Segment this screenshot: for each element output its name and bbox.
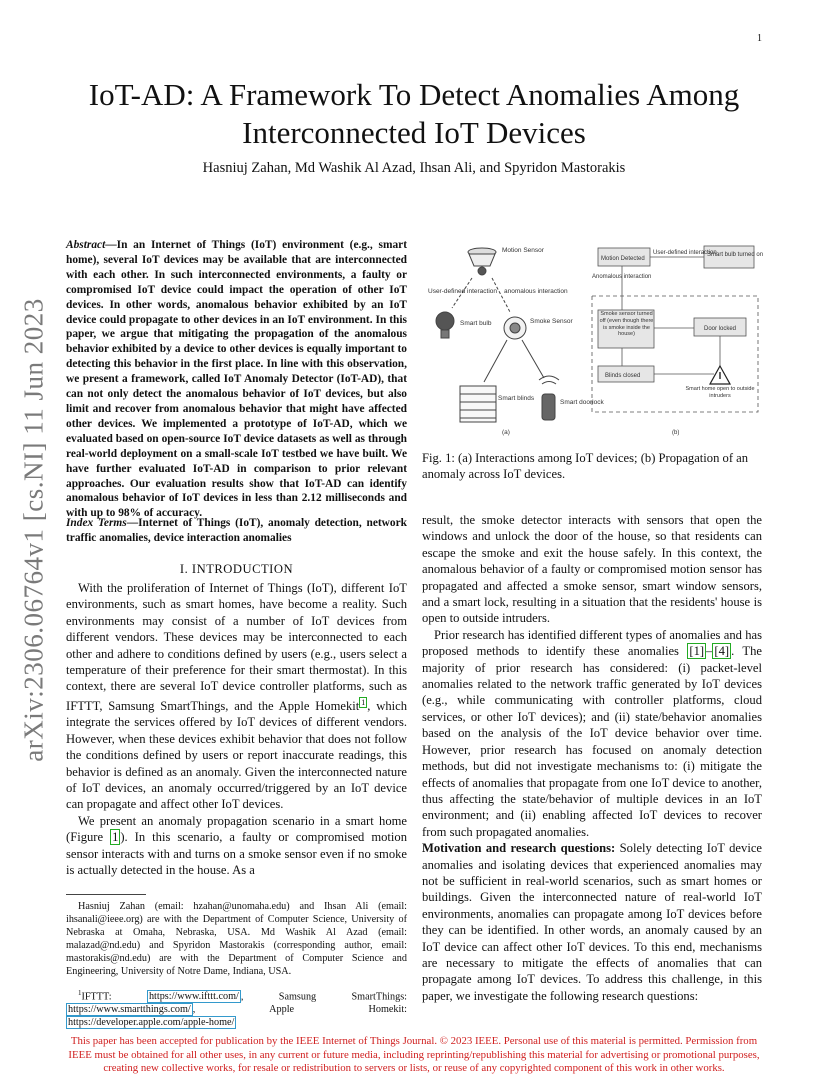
smart-blinds-icon <box>460 386 496 422</box>
label-motion-sensor: Motion Sensor <box>502 247 544 254</box>
label-open-intruders-wrap <box>684 386 756 408</box>
intro-p1-text: With the proliferation of Internet of Things (IoT), different IoT environments, such as smart homes, have become a reality. Such environments may consist of a number of IoT devices from different vendors. These devices may be interconnected to each other and adhere to conditions defined by users (e.g., users select a temperature of their preference for their smart thermostat). In this context, there are several IoT device controller platforms, such as IFTTT, Samsung SmartThings, and the Apple Homekit <box>66 581 407 714</box>
right-paragraph <box>422 840 762 1004</box>
label-motion-detected: Motion Detected <box>601 256 645 262</box>
smartthings-link[interactable]: https://www.smartthings.com/ <box>68 1004 191 1016</box>
index-terms-label: Index Terms <box>66 517 127 529</box>
ifttt-link[interactable]: https://www.ifttt.com/ <box>148 991 239 1003</box>
label-open-intruders: Smart home open to outside intruders <box>685 386 755 399</box>
citation-link[interactable]: [1] <box>689 644 705 659</box>
figure-caption: Fig. 1: (a) Interactions among IoT devices; (b) Propagation of an anomaly across IoT devices. <box>422 451 749 482</box>
intro-paragraph <box>66 813 407 879</box>
index-terms <box>66 516 407 546</box>
label-blinds-closed: Blinds closed <box>605 373 641 379</box>
page-number: 1 <box>757 33 762 44</box>
fn2-text: , Samsung SmartThings: <box>240 991 407 1003</box>
right-paragraph: result, the smoke detector interacts with sensors that open the windows and unlock the door of the house, so that residents can escape the smoke and exit the house safely. In this context, the anomalous behavior of a faulty or compromised motion sensor has propagated and affected a smoke sensor, smart window sensors, and a smart lock, resulting in a situation that the residents' house is open to outside intruders. <box>422 513 762 626</box>
figure-ref-link[interactable]: 1 <box>112 830 119 845</box>
arxiv-stamp-text: arXiv:2306.06764v1 [cs.NI] 11 Jun 2023 <box>18 298 49 762</box>
author-list: Hasniuj Zahan, Md Washik Al Azad, Ihsan Ali, and Spyridon Mastorakis <box>202 160 626 176</box>
figure-1 <box>422 236 765 442</box>
intro-p2b: ). In this scenario, a faulty or compromised motion sensor interacts with and turns on a smoke sensor even if no smoke is actually detected in the house. As a <box>66 830 407 878</box>
footnote-marker[interactable]: 1 <box>361 697 366 707</box>
panel-b-label: (b) <box>672 430 680 436</box>
panel-a-label: (a) <box>502 429 510 436</box>
intro-p2a: We present an anomaly propagation scenario in a smart home (Figure <box>66 813 407 845</box>
platform-footnote <box>66 987 407 1029</box>
fn2-text: IFTTT: <box>81 991 147 1003</box>
smart-bulb-icon <box>436 312 454 338</box>
right-column-body <box>422 512 762 1004</box>
introduction-body <box>66 580 407 879</box>
homekit-link[interactable]: https://developer.apple.com/apple-home/ <box>68 1017 235 1029</box>
copyright-notice: This paper has been accepted for publication by the IEEE Internet of Things Journal. © 2023 IEEE. Personal use of this material is permitted. Permission from IEEE must be obtained for all other uses, in any current or future media, including reprinting/republishing this material for advertising or promotional purposes, creating new collective works, for resale or redistribution to servers or lists, or reuse of any copyrighted component of this work in other works. <box>68 1035 760 1075</box>
right-paragraph <box>422 627 762 840</box>
abstract-label: Abstract <box>66 239 106 251</box>
arxiv-stamp <box>14 300 54 760</box>
section-heading: I. INTRODUCTION <box>179 562 294 576</box>
intro-p1-cont: , which integrate the services offered by IoT devices of different vendors. However, when these devices exhibit behavior that does not follow the conditions defined by users or report inaccurate readings, this behavior is defined as an anomaly. Given the interconnected nature of IoT devices, an anomaly occurred/triggered by an IoT device can propagate and affect other IoT devices. <box>66 699 408 812</box>
abstract-text: —In an Internet of Things (IoT) environment (e.g., smart home), several IoT devices may be available that are interconnected with each other. In such interconnected environments, a faulty or compromised IoT device could impact the operation of other IoT devices. In other words, anomalous behavior exhibited by an IoT device could propagate to other devices in an IoT environment. In this paper, we argue that mitigating the propagation of the anomalous behavior exhibited by a device to other devices is equally important to detecting this behavior in the first place. In line with this observation, we present a framework, called IoT Anomaly Detector (IoT-AD), that can not only detect the anomalous behavior of IoT devices, but also limit and recover from anomalous behavior that might have affected other devices. We implemented a prototype of IoT-AD, which we evaluated based on open-source IoT device datasets as well as through real-world deployment on a small-scale IoT testbed we have built. We have further evaluated IoT-AD in comparison to prior relevant approaches. Our evaluation results show that IoT-AD can identify anomalous behavior of IoT devices in less than 2.12 milliseconds and with up to 98% of accuracy. <box>66 239 407 520</box>
right-p2a: Prior research has identified different types of anomalies and has proposed methods to identify these anomalies <box>422 627 762 659</box>
abstract <box>66 238 407 521</box>
right-p2b: . The majority of prior research has considered: (i) packet-level anomalies related to the network traffic generated by IoT devices (e.g., while communicating with controller platforms, cloud services, or other IoT devices); and (ii) state/behavior anomalies based on the analysis of the IoT device behavior over time. However, prior research has focused on anomaly detection methods, but did not investigate mechanisms to: (i) mitigate the effects of anomalies that propagate from one IoT device to another, thus affecting the state/behavior of multiple devices in an IoT environment; and (ii) enabling affected IoT devices to recover from such propagated anomalies. <box>422 644 763 839</box>
label-bulb: Smart bulb <box>460 320 492 327</box>
citation-link[interactable]: [4] <box>714 644 730 659</box>
label-door-locked: Door locked <box>704 326 737 332</box>
right-p3: Solely detecting IoT device anomalies and isolating devices that experienced anomalies may not be sufficient in real-world scenarios, such as smart homes or buildings. Given the interconnected nature of real-world IoT environments, anomalies can propagate among IoT devices before they can be identified. In other words, an anomaly caused by an IoT device can affect other IoT devices. To this end, mechanisms are necessary to mitigate the effects of anomalies that can propagate among IoT devices. To address this challenge, in this paper, we investigate the following research questions: <box>422 841 762 1003</box>
index-terms-text: —Internet of Things (IoT), anomaly detection, network traffic anomalies, device interaction anomalies <box>66 517 407 544</box>
warning-icon <box>710 366 730 384</box>
label-b-user-defined: User-defined interaction <box>653 250 717 256</box>
author-affiliation-footnote: Hasniuj Zahan (email: hzahan@unomaha.edu) and Ihsan Ali (email: ihsanali@ieee.org) are with the Department of Computer Science, University of Nebraska at Omaha, Nebraska, USA. Md Washik Al Azad (email: malazad@nd.edu) and Spyridon Mastorakis (corresponding author, email: mastorakis@nd.edu) are with the Department of Computer Science and Engineering, University of Notre Dame, Indiana, USA. <box>66 901 407 977</box>
footnote-rule <box>66 894 146 895</box>
label-user-defined: User-defined interaction <box>428 288 498 295</box>
citation-dash: – <box>706 644 713 659</box>
smoke-sensor-icon <box>504 317 526 339</box>
label-doorlock: Smart doorlock <box>560 399 604 406</box>
label-smoke-off-wrap <box>599 311 654 348</box>
intro-paragraph <box>66 580 407 813</box>
motion-sensor-icon <box>468 248 496 275</box>
label-smoke-sensor: Smoke Sensor <box>530 318 573 325</box>
paper-title: IoT-AD: A Framework To Detect Anomalies Among Interconnected IoT Devices <box>88 77 740 150</box>
label-smoke-off: Smoke sensor turned off (even though there is smoke inside the house) <box>599 311 654 338</box>
label-b-anomalous: Anomalous interaction <box>592 274 652 280</box>
motivation-label: Motivation and research questions: <box>422 841 616 856</box>
label-blinds: Smart blinds <box>498 395 535 402</box>
label-anomalous: anomalous interaction <box>504 288 568 295</box>
label-bulb-on: Smart bulb turned on <box>707 252 764 258</box>
fn2-text: , Apple Homekit: <box>192 1004 407 1016</box>
smart-doorlock-icon <box>539 376 559 420</box>
footnote2-mark: 1 <box>78 989 82 997</box>
